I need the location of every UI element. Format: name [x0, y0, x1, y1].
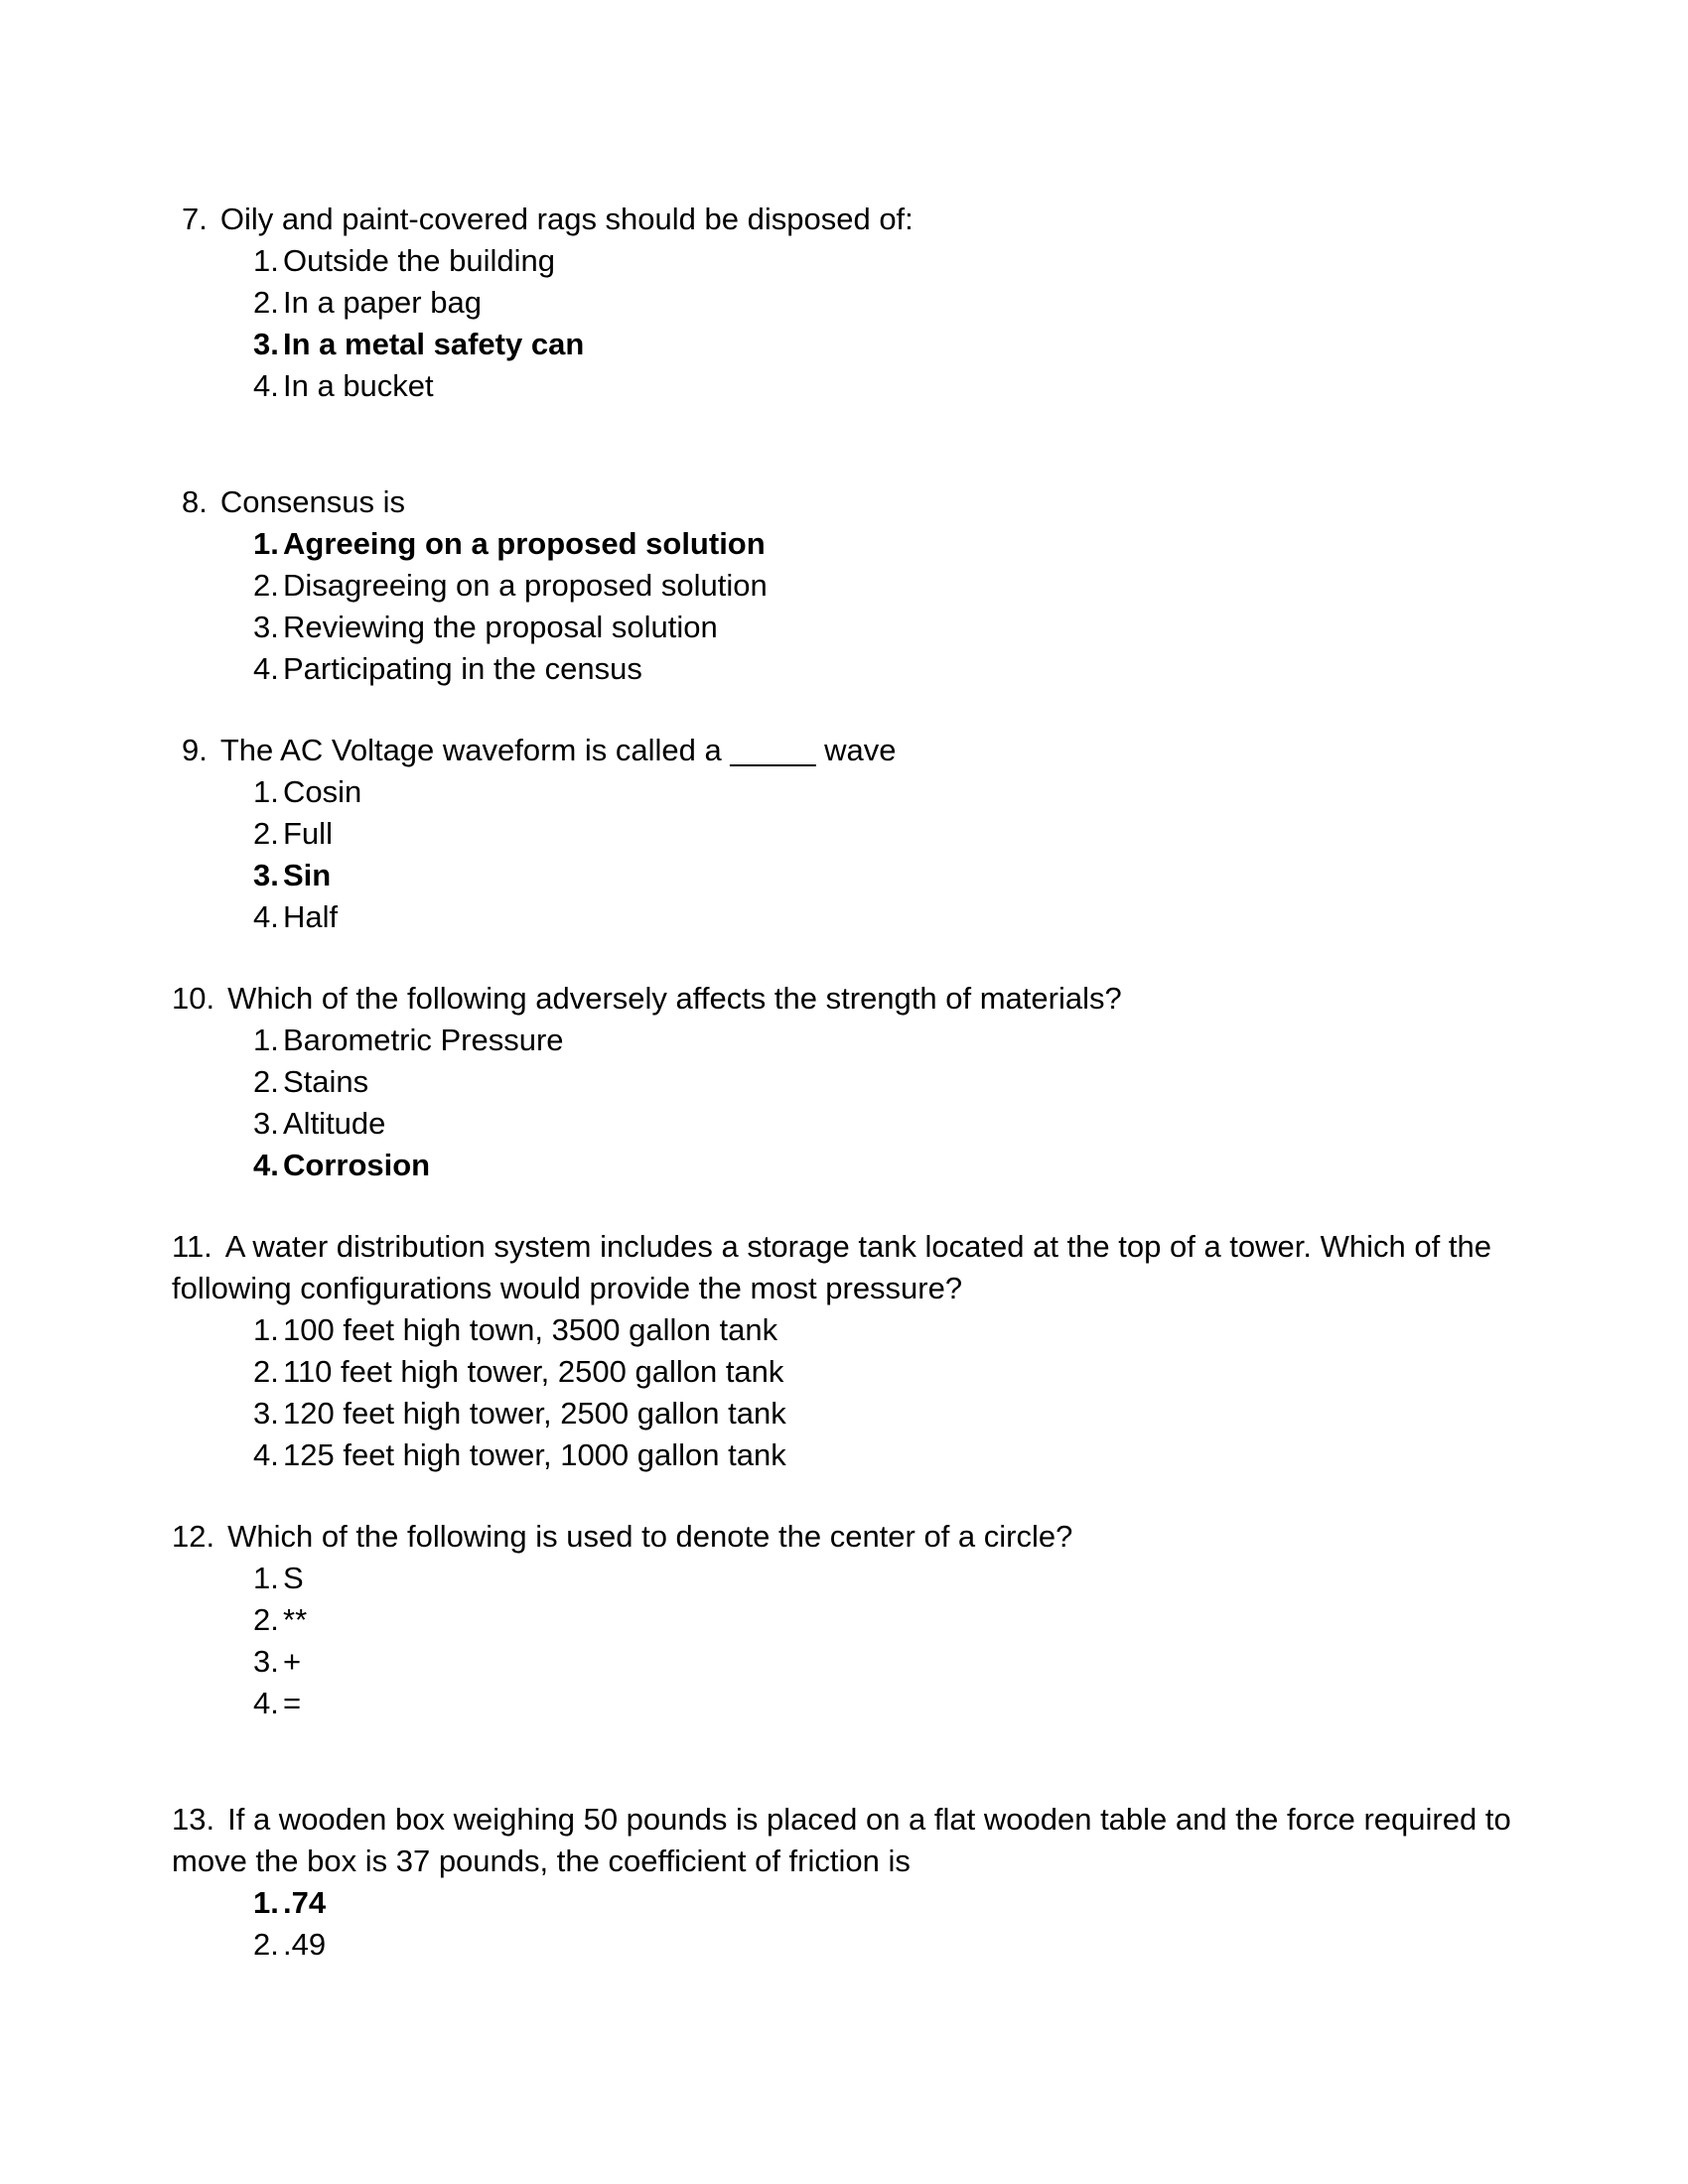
question-number: 13.: [172, 1802, 215, 1837]
option-text: Cosin: [283, 774, 362, 809]
question-text: Consensus is: [219, 484, 405, 519]
question-list: [172, 199, 1519, 1966]
answer-option: [172, 896, 1519, 938]
options-list: [172, 1558, 1519, 1724]
question-line: [172, 1799, 1516, 1882]
question-block: [172, 1516, 1519, 1724]
option-number: 4.: [253, 368, 279, 403]
option-number: 2.: [253, 1354, 279, 1389]
option-number: 4.: [253, 651, 279, 686]
option-text: Agreeing on a proposed solution: [283, 526, 766, 561]
question-block: [172, 978, 1519, 1186]
answer-option: [172, 1020, 1519, 1061]
answer-option: [172, 813, 1519, 855]
option-number: 3.: [253, 858, 279, 892]
option-text: Altitude: [283, 1106, 386, 1141]
option-text: Half: [283, 899, 339, 934]
question-block: [172, 730, 1519, 938]
option-text: **: [283, 1602, 308, 1637]
question-number: 12.: [172, 1519, 215, 1554]
options-list: [172, 771, 1519, 938]
option-text: .74: [283, 1885, 327, 1920]
option-text: 125 feet high tower, 1000 gallon tank: [283, 1437, 786, 1472]
option-text: In a bucket: [283, 368, 434, 403]
options-list: [172, 523, 1519, 690]
answer-option: [172, 1434, 1519, 1476]
option-number: 1.: [253, 774, 279, 809]
answer-option: [172, 771, 1519, 813]
option-number: 1.: [253, 1561, 279, 1595]
option-text: Disagreeing on a proposed solution: [283, 568, 768, 603]
option-number: 4.: [253, 899, 279, 934]
option-text: Full: [283, 816, 333, 851]
option-number: 4.: [253, 1686, 279, 1720]
option-text: Outside the building: [283, 243, 556, 278]
option-text: =: [283, 1686, 302, 1720]
question-line: [172, 730, 1516, 771]
answer-option: [172, 1924, 1519, 1966]
answer-option: [172, 1061, 1519, 1103]
option-text: +: [283, 1644, 302, 1679]
answer-option: [172, 1599, 1519, 1641]
options-list: [172, 240, 1519, 407]
option-number: 3.: [253, 610, 279, 644]
question-number: 11.: [172, 1229, 212, 1264]
question-text: Which of the following is used to denote the center of a circle?: [227, 1519, 1073, 1554]
answer-option: [172, 1351, 1519, 1393]
option-number: 1.: [253, 1885, 279, 1920]
options-list: [172, 1020, 1519, 1186]
answer-option: [172, 607, 1519, 648]
option-number: 1.: [253, 1023, 279, 1057]
option-text: Corrosion: [283, 1148, 431, 1182]
question-line: [172, 978, 1516, 1020]
question-text: If a wooden box weighing 50 pounds is placed on a flat wooden table and the force required to move the box is 37 pounds, the coefficient of friction is: [172, 1802, 1511, 1878]
option-number: 4.: [253, 1148, 279, 1182]
option-text: 120 feet high tower, 2500 gallon tank: [283, 1396, 786, 1431]
option-number: 2.: [253, 816, 279, 851]
option-number: 2.: [253, 1927, 279, 1962]
option-text: Stains: [283, 1064, 369, 1099]
question-text: Which of the following adversely affects the strength of materials?: [227, 981, 1122, 1016]
answer-option: [172, 855, 1519, 896]
question-number: 8.: [182, 484, 208, 519]
question-block: [172, 199, 1519, 407]
answer-option: [172, 1393, 1519, 1434]
question-line: [172, 1516, 1516, 1558]
answer-option: [172, 1641, 1519, 1683]
question-text: A water distribution system includes a storage tank located at the top of a tower. Which of the following configurations would provide the most pressure?: [172, 1229, 1491, 1305]
option-number: 3.: [253, 1644, 279, 1679]
option-text: .49: [283, 1927, 327, 1962]
answer-option: [172, 1882, 1519, 1924]
option-text: S: [283, 1561, 304, 1595]
option-text: In a paper bag: [283, 285, 482, 320]
answer-option: [172, 365, 1519, 407]
question-number: 9.: [182, 733, 208, 767]
option-text: Reviewing the proposal solution: [283, 610, 718, 644]
option-text: Barometric Pressure: [283, 1023, 564, 1057]
question-line: [172, 481, 1516, 523]
question-text: Oily and paint-covered rags should be disposed of:: [219, 202, 914, 236]
option-number: 1.: [253, 526, 279, 561]
option-number: 2.: [253, 1064, 279, 1099]
question-line: [172, 1226, 1516, 1309]
options-list: [172, 1309, 1519, 1476]
option-text: In a metal safety can: [283, 327, 585, 361]
option-text: Participating in the census: [283, 651, 642, 686]
question-block: [172, 1226, 1519, 1476]
answer-option: [172, 282, 1519, 324]
option-number: 3.: [253, 1396, 279, 1431]
option-text: 100 feet high town, 3500 gallon tank: [283, 1312, 778, 1347]
answer-option: [172, 523, 1519, 565]
options-list: [172, 1882, 1519, 1966]
answer-option: [172, 1103, 1519, 1145]
option-number: 2.: [253, 1602, 279, 1637]
option-number: 3.: [253, 327, 279, 361]
question-number: 10.: [172, 981, 215, 1016]
option-text: Sin: [283, 858, 332, 892]
option-number: 1.: [253, 243, 279, 278]
option-number: 3.: [253, 1106, 279, 1141]
option-number: 2.: [253, 568, 279, 603]
answer-option: [172, 1309, 1519, 1351]
option-number: 4.: [253, 1437, 279, 1472]
question-text: The AC Voltage waveform is called a _____ wave: [219, 733, 897, 767]
answer-option: [172, 648, 1519, 690]
answer-option: [172, 1683, 1519, 1724]
option-text: 110 feet high tower, 2500 gallon tank: [283, 1354, 784, 1389]
option-number: 1.: [253, 1312, 279, 1347]
answer-option: [172, 565, 1519, 607]
option-number: 2.: [253, 285, 279, 320]
question-line: [172, 199, 1516, 240]
answer-option: [172, 1145, 1519, 1186]
answer-option: [172, 1558, 1519, 1599]
question-block: [172, 481, 1519, 690]
question-number: 7.: [182, 202, 208, 236]
question-block: [172, 1799, 1519, 1966]
answer-option: [172, 240, 1519, 282]
answer-option: [172, 324, 1519, 365]
